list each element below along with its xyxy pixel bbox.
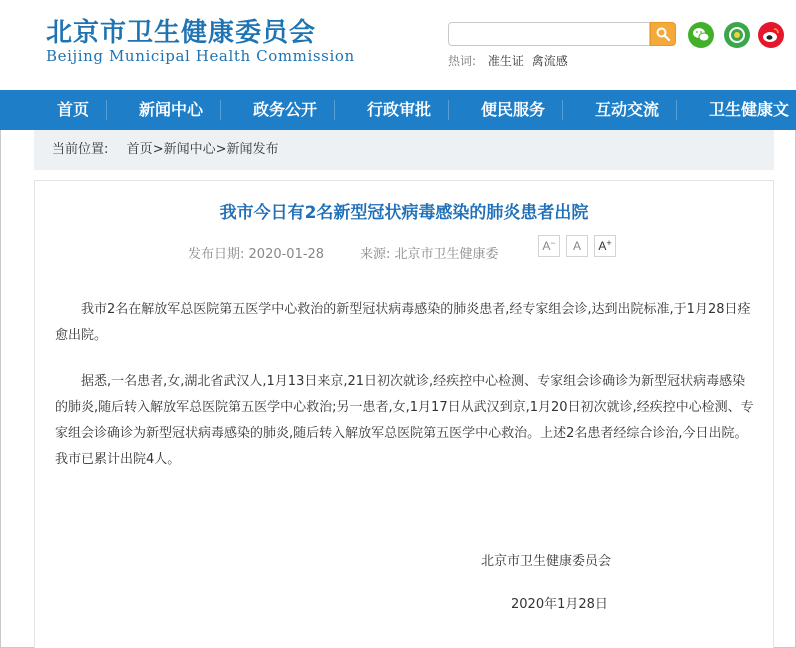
main-nav	[0, 90, 796, 130]
date-value: 2020-01-28	[248, 247, 325, 262]
weibo-button[interactable]	[758, 22, 784, 48]
nav-divider	[220, 100, 221, 120]
font-increase-label: A	[598, 239, 607, 253]
weibo-icon	[762, 27, 780, 43]
mobile-app-button[interactable]	[724, 22, 750, 48]
breadcrumb-item-home[interactable]: 首页	[126, 142, 153, 157]
site-logo-chinese[interactable]: 北京市卫生健康委员会	[46, 18, 317, 48]
font-reset-button[interactable]	[566, 235, 588, 257]
wechat-button[interactable]	[688, 22, 714, 48]
breadcrumb-separator: >	[152, 142, 164, 157]
search-button[interactable]	[650, 22, 676, 46]
breadcrumb	[34, 130, 774, 170]
nav-item-gov-affairs[interactable]: 政务公开	[253, 100, 318, 119]
minus-icon: −	[550, 238, 556, 248]
site-logo-english[interactable]: Beijing Municipal Health Commission	[46, 47, 355, 65]
font-increase-button[interactable]	[594, 235, 616, 257]
search-input[interactable]	[448, 22, 650, 46]
hot-word-link[interactable]: 禽流感	[531, 54, 568, 68]
nav-divider	[334, 100, 335, 120]
date-label: 发布日期:	[188, 247, 245, 262]
font-decrease-label: A	[542, 239, 551, 253]
hot-word-link[interactable]: 准生证	[487, 54, 524, 68]
article-title: 我市今日有2名新型冠状病毒感染的肺炎患者出院	[219, 203, 589, 223]
article-source	[360, 243, 499, 262]
nav-item-news[interactable]: 新闻中心	[139, 100, 204, 119]
breadcrumb-separator: >	[215, 142, 227, 157]
article-paragraph: 我市2名在解放军总医院第五医学中心救治的新型冠状病毒感染的肺炎患者,经专家组会诊,达到出院标准,于1月28日痊愈出院。	[55, 302, 751, 343]
site-header	[0, 0, 796, 90]
nav-item-services[interactable]: 便民服务	[481, 100, 546, 119]
signature-org: 北京市卫生健康委员会	[481, 554, 612, 569]
hot-words	[448, 52, 572, 69]
nav-item-home[interactable]: 首页	[57, 100, 90, 119]
breadcrumb-item-news[interactable]: 新闻中心	[163, 142, 216, 157]
nav-divider	[676, 100, 677, 120]
app-icon	[728, 26, 746, 44]
nav-item-interaction[interactable]: 互动交流	[595, 100, 660, 119]
breadcrumb-item-release[interactable]: 新闻发布	[226, 142, 279, 157]
hot-words-label: 热词:	[448, 54, 477, 68]
nav-item-approval[interactable]: 行政审批	[367, 100, 432, 119]
nav-divider	[562, 100, 563, 120]
wechat-icon	[692, 27, 710, 43]
article-date	[188, 243, 324, 262]
article-paragraph: 据悉,一名患者,女,湖北省武汉人,1月13日来京,21日初次就诊,经疾控中心检测、专家组会诊确诊为新型冠状病毒感染的肺炎,随后转入解放军总医院第五医学中心救治;另一患者,女,1月17日从武汉到京,1月20日初次就诊,经疾控中心检测、专家组会诊确诊为新型冠状病毒感染的肺炎,随后转入解放军总医院第五医学中心救治。上述2名患者经综合诊治,今日出院。我市已累计出院4人。	[55, 374, 754, 467]
search-icon	[656, 27, 670, 41]
nav-divider	[448, 100, 449, 120]
plus-icon: +	[606, 238, 612, 248]
signature-date: 2020年1月28日	[511, 597, 608, 612]
font-decrease-button[interactable]	[538, 235, 560, 257]
source-value: 北京市卫生健康委	[394, 247, 499, 262]
breadcrumb-label: 当前位置:	[52, 142, 109, 157]
article-card	[34, 180, 774, 648]
font-reset-label: A	[572, 239, 581, 253]
source-label: 来源:	[360, 247, 391, 262]
nav-divider	[106, 100, 107, 120]
nav-item-health-culture[interactable]: 卫生健康文	[709, 100, 790, 119]
